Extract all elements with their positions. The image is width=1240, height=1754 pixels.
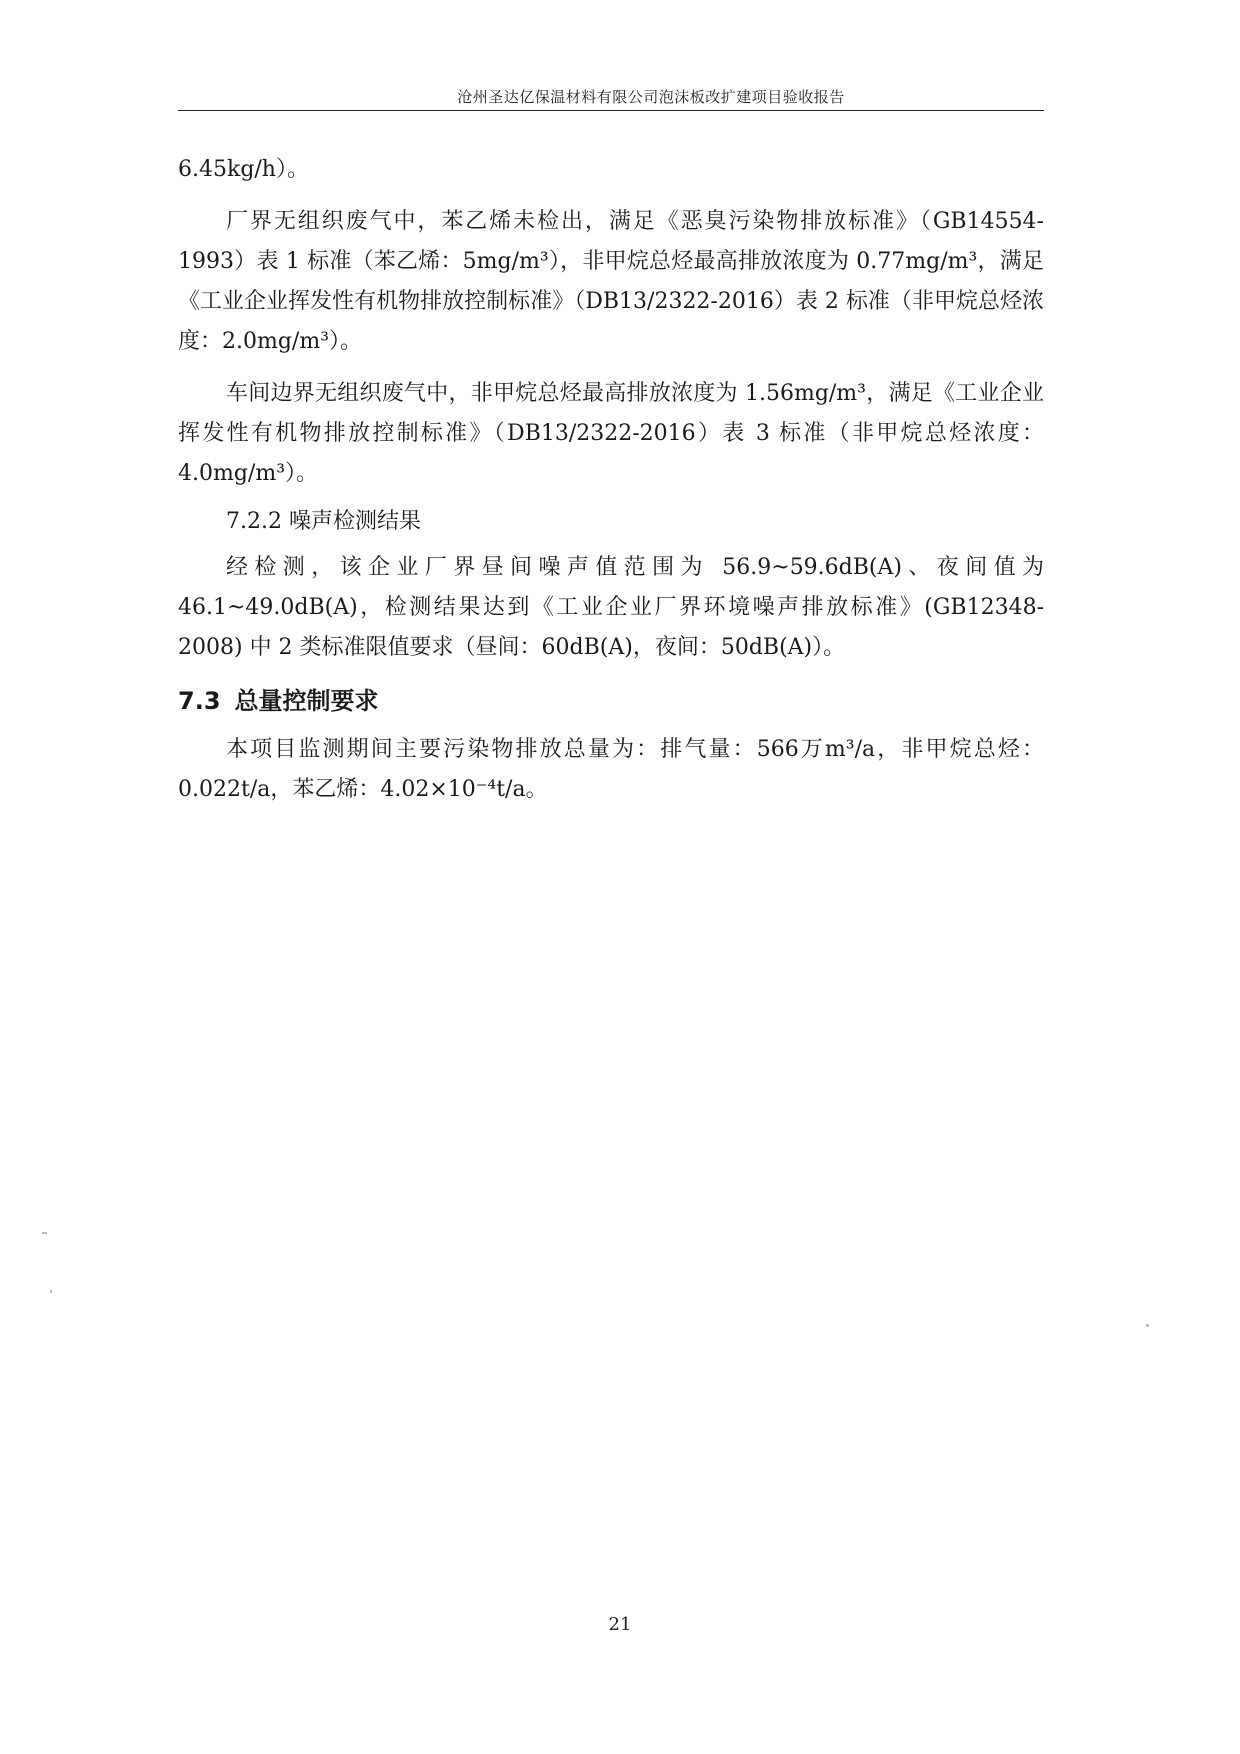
scan-speck bbox=[50, 1290, 52, 1293]
document-body bbox=[178, 150, 1044, 810]
section-title: 总量控制要求 bbox=[234, 687, 379, 715]
subsection-heading: 7.2.2 噪声检测结果 bbox=[226, 509, 421, 534]
paragraph-workshop-emissions: 车间边界无组织废气中，非甲烷总烃最高排放浓度为 1.56mg/m³，满足《工业企业挥发性有机物排放控制标准》（DB13/2322-2016）表 3 标准（非甲烷总烃浓度：4.0mg/m³）。 bbox=[178, 381, 1044, 486]
section-heading bbox=[178, 682, 1044, 720]
paragraph-boundary-emissions: 厂界无组织废气中，苯乙烯未检出，满足《恶臭污染物排放标准》（GB14554-1993）表 1 标准（苯乙烯：5mg/m³），非甲烷总烃最高排放浓度为 0.77mg/m³，满足《工业企业挥发性有机物排放控制标准》（DB13/2322-2016）表 2 标准（非甲烷总烃浓度：2.0mg/m³）。 bbox=[178, 209, 1044, 354]
scan-speck bbox=[42, 1232, 47, 1234]
page-number: 21 bbox=[608, 1614, 632, 1635]
paragraph-total-control: 本项目监测期间主要污染物排放总量为：排气量：566万m³/a，非甲烷总烃：0.022t/a，苯乙烯：4.02×10⁻⁴t/a。 bbox=[178, 737, 1044, 802]
paragraph-continuation: 6.45kg/h）。 bbox=[178, 157, 309, 182]
paragraph-noise-results: 经检测，该企业厂界昼间噪声值范围为 56.9~59.6dB(A)、夜间值为 46.1~49.0dB(A)，检测结果达到《工业企业厂界环境噪声排放标准》(GB12348-2008) 中 2 类标准限值要求（昼间：60dB(A)，夜间：50dB(A)）。 bbox=[178, 555, 1044, 660]
scan-speck bbox=[1146, 1324, 1149, 1327]
page-header bbox=[178, 86, 1044, 111]
header-title: 沧州圣达亿保温材料有限公司泡沫板改扩建项目验收报告 bbox=[457, 88, 845, 106]
section-number: 7.3 bbox=[178, 687, 221, 715]
